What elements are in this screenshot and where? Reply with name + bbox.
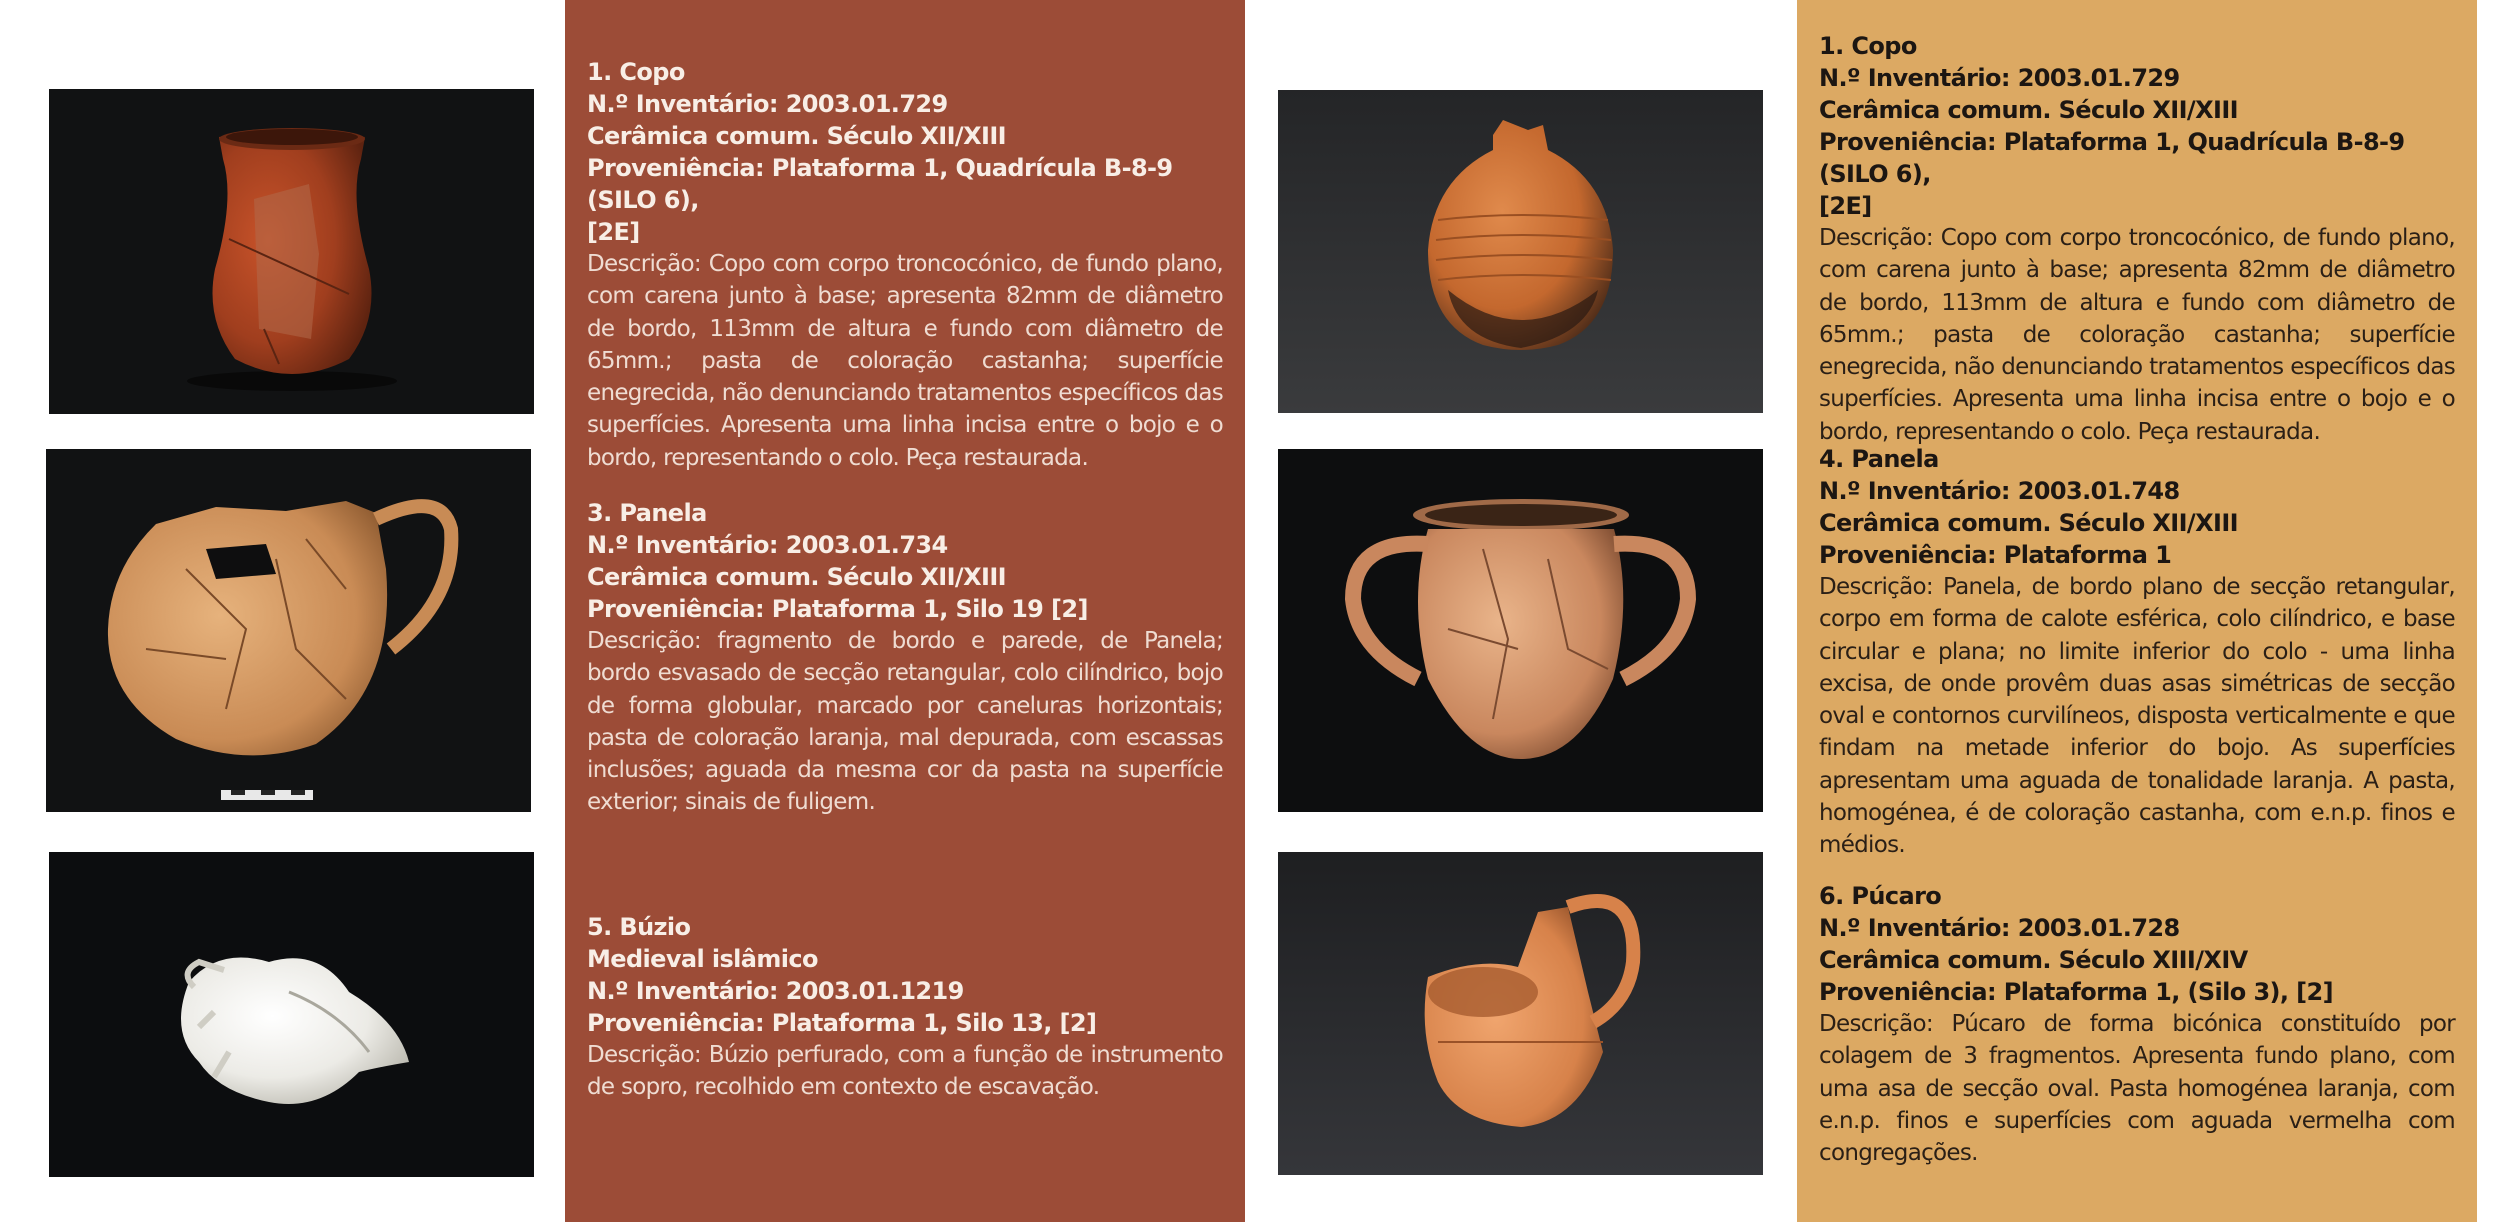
entry-inventory: N.º Inventário: 2003.01.729 bbox=[1819, 64, 2180, 92]
photo-panela-4 bbox=[1278, 449, 1763, 812]
entry-provenance: Proveniência: Plataforma 1 bbox=[1819, 541, 2172, 569]
panela-fragment-photo bbox=[46, 449, 531, 812]
entry-provenance-cont: [2E] bbox=[1819, 192, 1872, 220]
panela-two-handles-photo bbox=[1278, 449, 1763, 812]
pucaro-photo bbox=[1278, 852, 1763, 1175]
copo-jar-photo bbox=[1278, 90, 1763, 413]
photo-copo bbox=[49, 89, 534, 414]
entry-provenance: Proveniência: Plataforma 1, Silo 13, [2] bbox=[587, 1009, 1097, 1037]
entry-provenance: Proveniência: Plataforma 1, Silo 19 [2] bbox=[587, 595, 1088, 623]
entry-provenance: Proveniência: Plataforma 1, Quadrícula B-8-9 (SILO 6), bbox=[1819, 128, 2405, 188]
entry-description: Descrição: Panela, de bordo plano de secção retangular, corpo em forma de calote esférica, colo cilíndrico, e base circular e plana; no limite inferior do colo - uma linha excisa, de onde provêm duas asas simétricas de secção oval e contornos curvilíneos, disposta verticalmente e que findam na metade inferior do bojo. As superfícies apresentam uma aguada de tonalidade laranja. A pasta, homogénea, é de coloração castanha, com e.n.p. finos e médios. bbox=[1819, 574, 2455, 859]
entry-description: Descrição: fragmento de bordo e parede, de Panela; bordo esvasado de secção retangular, colo cilíndrico, bojo de forma globular, marcado por caneluras horizontais; pasta de coloração laranja, mal depurada, com escassas inclusões; aguada da mesma cor da pasta na superfície exterior; sinais de fuligem. bbox=[587, 628, 1223, 816]
entry-3-panela bbox=[587, 497, 1223, 819]
entry-1-copo bbox=[1819, 30, 2455, 448]
entry-inventory: N.º Inventário: 2003.01.729 bbox=[587, 90, 948, 118]
entry-provenance-cont: [2E] bbox=[587, 218, 640, 246]
photo-panela-3 bbox=[46, 449, 531, 812]
entry-provenance: Proveniência: Plataforma 1, (Silo 3), [2] bbox=[1819, 978, 2334, 1006]
entry-title: 4. Panela bbox=[1819, 445, 1939, 473]
entry-description: Descrição: Púcaro de forma bicónica constituído por colagem de 3 fragmentos. Apresenta fundo plano, com uma asa de secção oval. Pasta homogénea laranja, com e.n.p. finos e superfícies com aguada vermelha com congregações. bbox=[1819, 1011, 2455, 1167]
entry-period: Cerâmica comum. Século XII/XIII bbox=[1819, 96, 2238, 124]
buzio-shell-photo bbox=[49, 852, 534, 1177]
photo-copo-2 bbox=[1278, 90, 1763, 413]
entry-description: Descrição: Copo com corpo troncocónico, de fundo plano, com carena junto à base; apresenta 82mm de diâmetro de bordo, 113mm de altura e fundo com diâmetro de 65mm.; pasta de coloração castanha; superfície enegrecida, não denunciando tratamentos específicos das superfícies. Apresenta uma linha incisa entre o bojo e o bordo, representando o colo. Peça restaurada. bbox=[1819, 225, 2455, 445]
entry-inventory: N.º Inventário: 2003.01.728 bbox=[1819, 914, 2180, 942]
photo-pucaro bbox=[1278, 852, 1763, 1175]
entry-title: 1. Copo bbox=[1819, 32, 1917, 60]
entry-inventory: N.º Inventário: 2003.01.1219 bbox=[587, 977, 964, 1005]
entry-title: 5. Búzio bbox=[587, 913, 691, 941]
photo-buzio bbox=[49, 852, 534, 1177]
right-text-panel bbox=[1797, 0, 2477, 1222]
entry-title: 3. Panela bbox=[587, 499, 707, 527]
entry-4-panela bbox=[1819, 443, 2455, 862]
entry-inventory: N.º Inventário: 2003.01.748 bbox=[1819, 477, 2180, 505]
entry-title: 1. Copo bbox=[587, 58, 685, 86]
left-text-panel bbox=[565, 0, 1245, 1222]
entry-description: Descrição: Búzio perfurado, com a função de instrumento de sopro, recolhido em contexto de escavação. bbox=[587, 1042, 1223, 1101]
entry-period: Cerâmica comum. Século XII/XIII bbox=[1819, 509, 2238, 537]
entry-period: Medieval islâmico bbox=[587, 945, 818, 973]
entry-period: Cerâmica comum. Século XII/XIII bbox=[587, 563, 1006, 591]
entry-5-buzio bbox=[587, 911, 1223, 1104]
entry-description: Descrição: Copo com corpo troncocónico, de fundo plano, com carena junto à base; apresenta 82mm de diâmetro de bordo, 113mm de altura e fundo com diâmetro de 65mm.; pasta de coloração castanha; superfície enegrecida, não denunciando tratamentos específicos das superfícies. Apresenta uma linha incisa entre o bojo e o bordo, representando o colo. Peça restaurada. bbox=[587, 251, 1223, 471]
entry-inventory: N.º Inventário: 2003.01.734 bbox=[587, 531, 948, 559]
entry-6-pucaro bbox=[1819, 880, 2455, 1169]
entry-period: Cerâmica comum. Século XIII/XIV bbox=[1819, 946, 2248, 974]
entry-provenance: Proveniência: Plataforma 1, Quadrícula B-8-9 (SILO 6), bbox=[587, 154, 1173, 214]
entry-title: 6. Púcaro bbox=[1819, 882, 1942, 910]
copo-vessel-photo bbox=[49, 89, 534, 414]
entry-period: Cerâmica comum. Século XII/XIII bbox=[587, 122, 1006, 150]
entry-1-copo bbox=[587, 56, 1223, 474]
